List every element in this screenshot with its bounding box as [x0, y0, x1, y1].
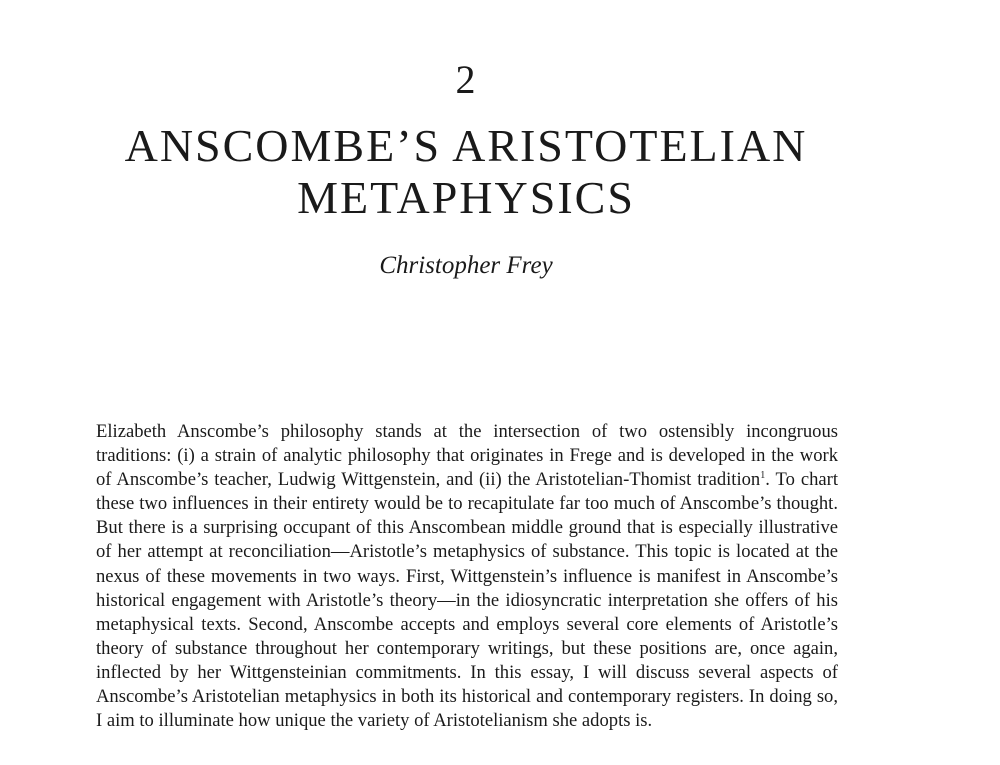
chapter-number: 2 — [455, 57, 477, 102]
body-text-after-footnote: . To chart these two influences in their entirety would be to recapitulate far too much of Anscombe’s thought. But there is a surprising occupant of this Anscombean middle ground that is especially illustrative of her attempt at reconciliation—Aristotle’s metaphysics of substance. This topic is located at the nexus of these movements in two ways. First, Wittgenstein’s influence is manifest in Anscombe’s historical engagement with Aristotle’s theory—in the idiosyncratic interpretation she offers of his metaphysical texts. Second, Anscombe accepts and employs several core elements of Aristotle’s theory of substance throughout her contemporary writings, but these positions are, once again, inflected by her Wittgensteinian commitments. In this essay, I will discuss several aspects of Anscombe’s Aristotelian metaphysics in both its historical and contemporary registers. In doing so, I aim to illuminate how unique the variety of Aristotelianism she adopts is. — [96, 469, 838, 732]
body-paragraph — [96, 420, 838, 733]
chapter-title-line-1: ANSCOMBE’S ARISTOTELIAN — [124, 120, 808, 171]
footnote-marker[interactable]: 1 — [760, 470, 766, 481]
chapter-title-line-2: METAPHYSICS — [297, 172, 635, 223]
chapter-title — [0, 120, 932, 224]
body-text-before-footnote: Elizabeth Anscombe’s philosophy stands at the intersection of two ostensibly incongruous traditions: (i) a strain of analytic philosophy that originates in Frege and is developed in the work of Anscombe’s teacher, Ludwig Wittgenstein, and (ii) the Aristotelian-Thomist tradition — [96, 421, 838, 491]
author-name: Christopher Frey — [379, 252, 553, 279]
